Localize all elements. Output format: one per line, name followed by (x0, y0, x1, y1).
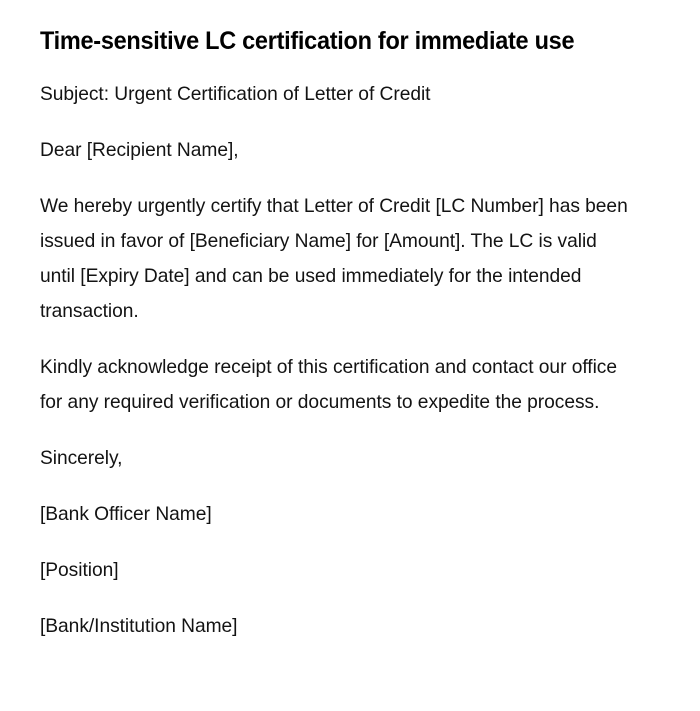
signature-officer-name: [Bank Officer Name] (40, 503, 212, 525)
body-paragraph-certification: We hereby urgently certify that Letter of Credit [LC Number] has been issued in favor of [Beneficiary Name] for [Amount]. The LC is valid until [Expiry Date] and can be used immediately for the intended transaction. (40, 195, 628, 322)
closing: Sincerely, (40, 447, 123, 469)
page-title: Time-sensitive LC certification for immediate use (40, 27, 575, 55)
signature-position: [Position] (40, 559, 119, 581)
document-body (40, 77, 645, 644)
signature-institution: [Bank/Institution Name] (40, 615, 238, 637)
subject-line: Subject: Urgent Certification of Letter of Credit (40, 83, 431, 105)
salutation: Dear [Recipient Name], (40, 139, 239, 161)
body-paragraph-acknowledgement: Kindly acknowledge receipt of this certification and contact our office for any required verification or documents to expedite the process. (40, 356, 617, 413)
